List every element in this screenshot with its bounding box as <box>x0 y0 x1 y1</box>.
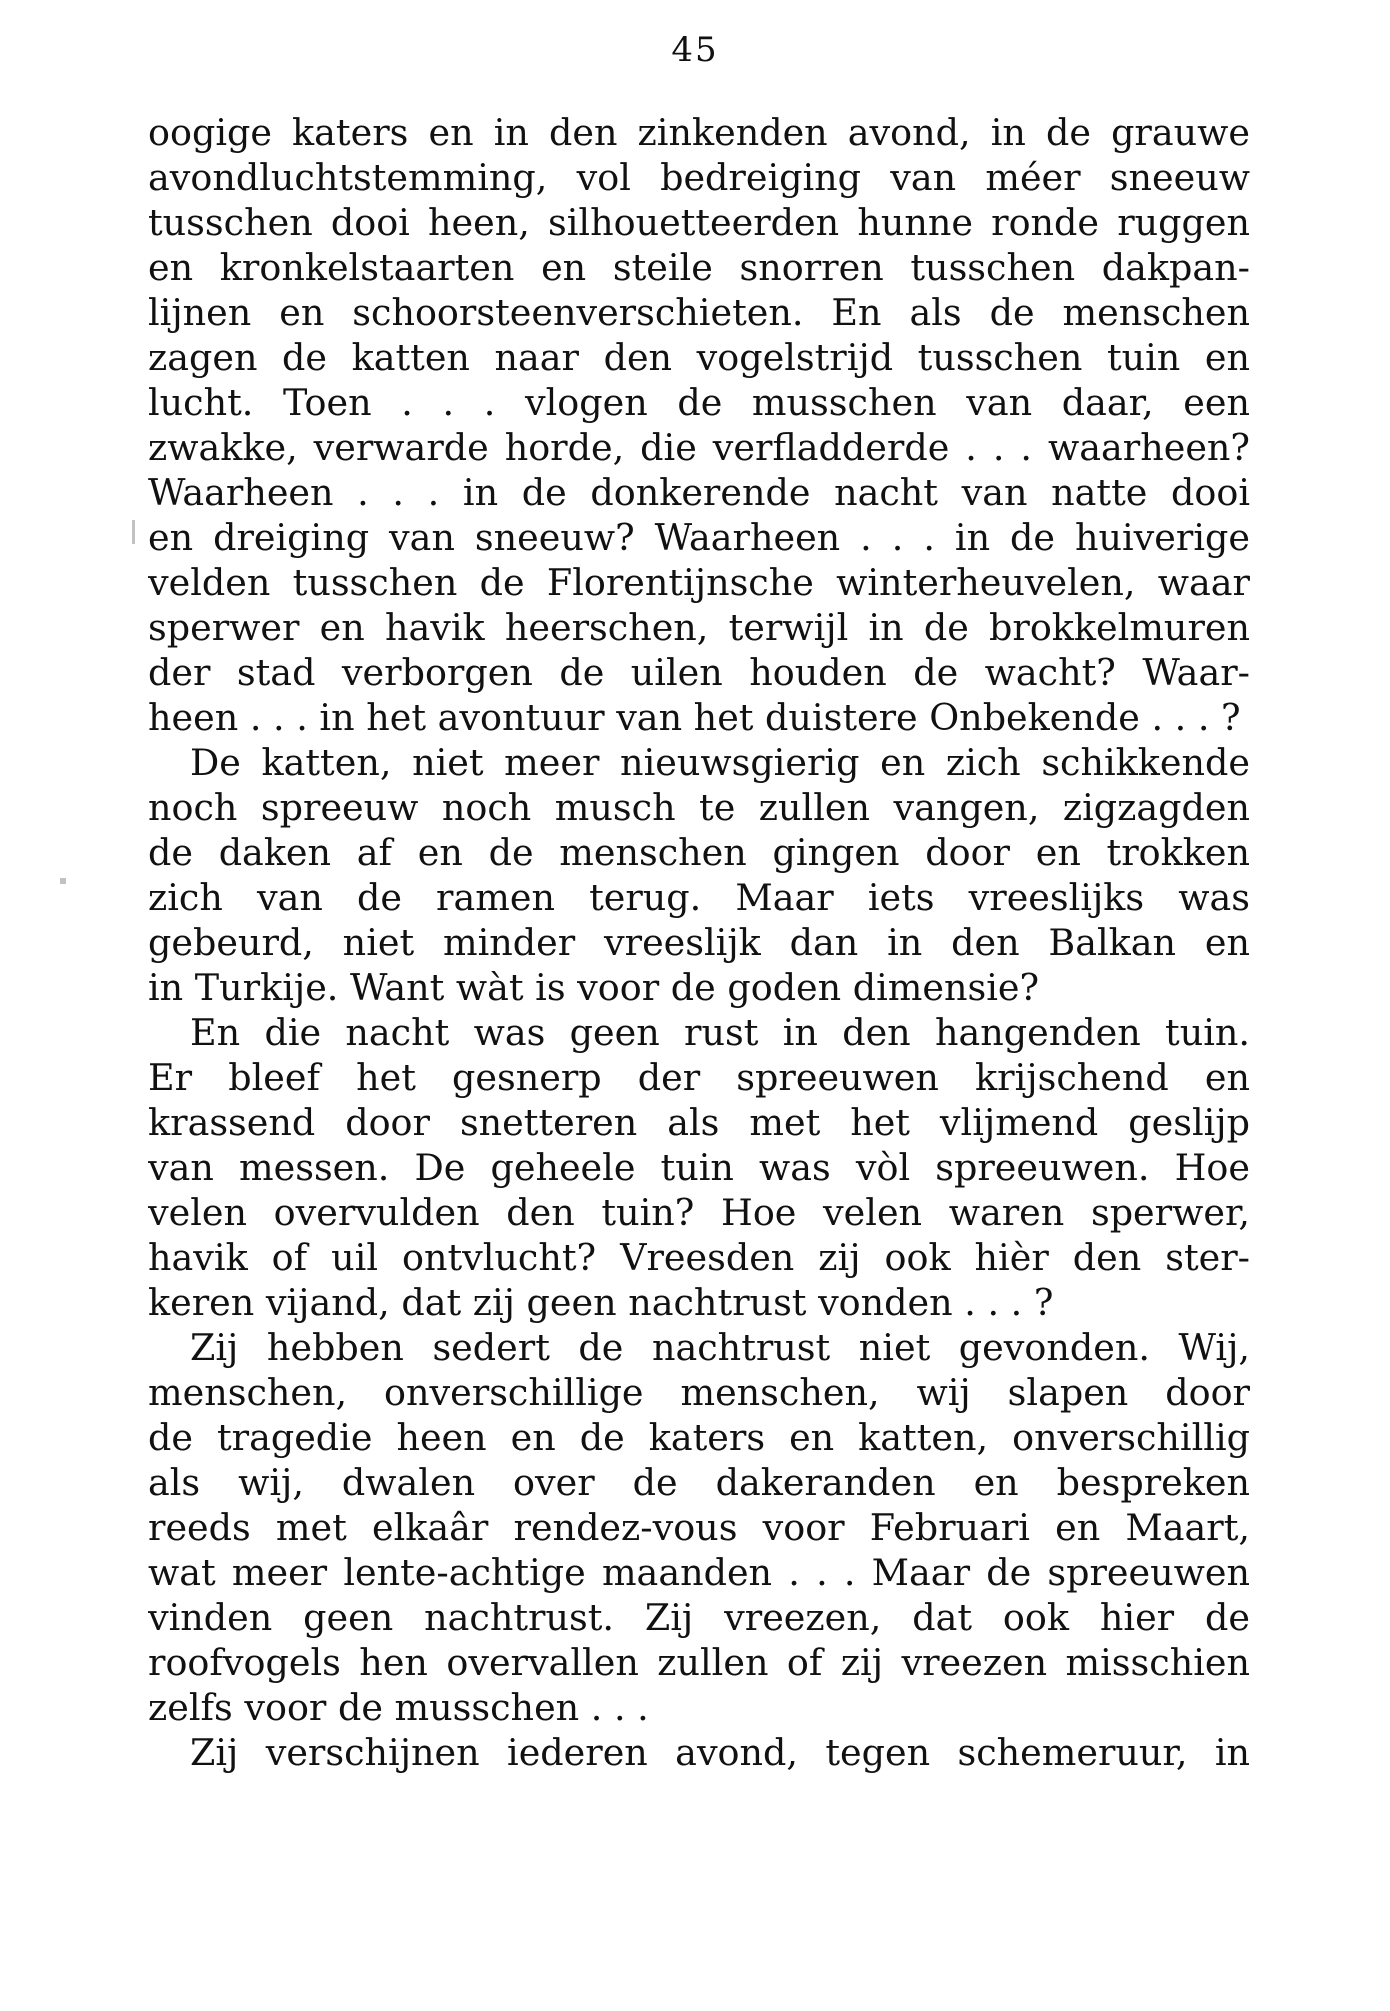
text-line: reeds met elkaâr rendez-vous voor Februari en Maart, <box>148 1506 1250 1549</box>
text-line: krassend door snetteren als met het vlijmend geslijp <box>148 1101 1250 1144</box>
paragraph-start-line: Zij hebben sedert de nachtrust niet gevonden. Wij, <box>190 1326 1250 1369</box>
text-line: sperwer en havik heerschen, terwijl in de brokkelmuren <box>148 606 1250 649</box>
text-line: noch spreeuw noch musch te zullen vangen, zigzagden <box>148 786 1250 829</box>
text-line: zwakke, verwarde horde, die verfladderde . . . waarheen? <box>148 426 1250 469</box>
text-line: vinden geen nachtrust. Zij vreezen, dat ook hier de <box>148 1596 1250 1639</box>
text-line: havik of uil ontvlucht? Vreesden zij ook hièr den ster- <box>148 1236 1250 1279</box>
text-line: keren vijand, dat zij geen nachtrust vonden . . . ? <box>148 1281 1054 1324</box>
text-line: menschen, onverschillige menschen, wij slapen door <box>148 1371 1250 1414</box>
text-line: oogige katers en in den zinkenden avond, in de grauwe <box>148 111 1250 154</box>
text-line: lucht. Toen . . . vlogen de musschen van daar, een <box>148 381 1250 424</box>
text-line: velden tusschen de Florentijnsche winterheuvelen, waar <box>148 561 1250 604</box>
text-line: avondluchtstemming, vol bedreiging van méer sneeuw <box>148 156 1250 199</box>
paragraph-start-line: En die nacht was geen rust in den hangenden tuin. <box>190 1011 1250 1054</box>
text-line: zelfs voor de musschen . . . <box>148 1686 649 1729</box>
text-line: Waarheen . . . in de donkerende nacht van natte dooi <box>148 471 1250 514</box>
text-line: van messen. De geheele tuin was vòl spreeuwen. Hoe <box>148 1146 1250 1189</box>
text-line: de daken af en de menschen gingen door en trokken <box>148 831 1250 874</box>
body-text <box>148 110 1250 1775</box>
text-line: heen . . . in het avontuur van het duistere Onbekende . . . ? <box>148 696 1241 739</box>
text-line: tusschen dooi heen, silhouetteerden hunne ronde ruggen <box>148 201 1250 244</box>
text-line: gebeurd, niet minder vreeslijk dan in den Balkan en <box>148 921 1250 964</box>
text-line: der stad verborgen de uilen houden de wacht? Waar- <box>148 651 1250 694</box>
text-line: velen overvulden den tuin? Hoe velen waren sperwer, <box>148 1191 1250 1234</box>
text-line: de tragedie heen en de katers en katten, onverschillig <box>148 1416 1250 1459</box>
text-line: lijnen en schoorsteenverschieten. En als de menschen <box>148 291 1250 334</box>
text-line: zagen de katten naar den vogelstrijd tusschen tuin en <box>148 336 1250 379</box>
text-line: in Turkije. Want wàt is voor de goden dimensie? <box>148 966 1040 1009</box>
text-line: als wij, dwalen over de dakeranden en bespreken <box>148 1461 1250 1504</box>
scan-speck <box>132 520 135 544</box>
text-line: wat meer lente-achtige maanden . . . Maar de spreeuwen <box>148 1551 1250 1594</box>
text-line: zich van de ramen terug. Maar iets vreeslijks was <box>148 876 1250 919</box>
paragraph-start-line: De katten, niet meer nieuwsgierig en zich schikkende <box>190 741 1250 784</box>
text-line: Er bleef het gesnerp der spreeuwen krijschend en <box>148 1056 1250 1099</box>
page-number: 45 <box>671 30 719 70</box>
scan-speck <box>60 878 66 884</box>
text-line: en kronkelstaarten en steile snorren tusschen dakpan- <box>148 246 1250 289</box>
text-line: roofvogels hen overvallen zullen of zij vreezen misschien <box>148 1641 1250 1684</box>
text-line: en dreiging van sneeuw? Waarheen . . . in de huiverige <box>148 516 1250 559</box>
paragraph-start-line: Zij verschijnen iederen avond, tegen schemeruur, in <box>190 1731 1250 1774</box>
